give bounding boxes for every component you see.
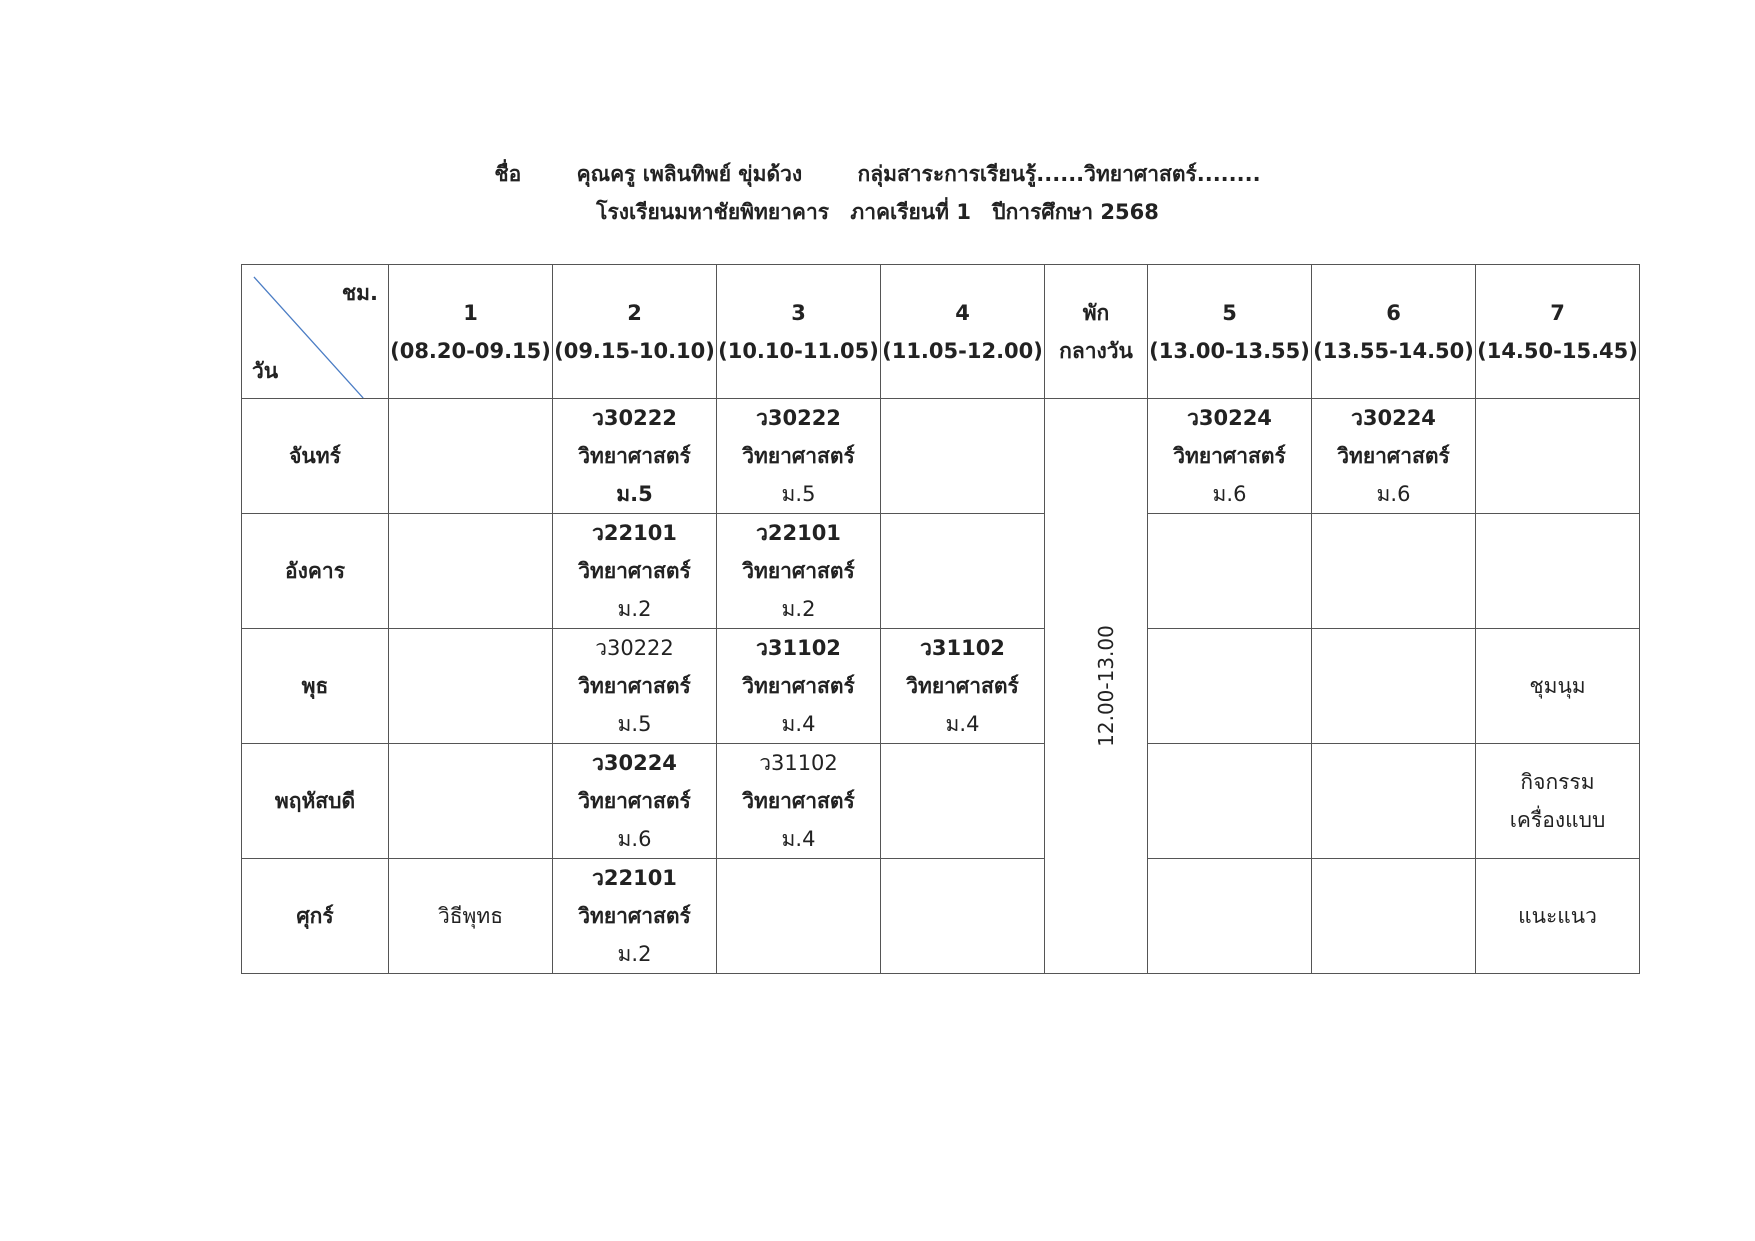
course-code: ว30224: [592, 751, 677, 775]
period-number: 5: [1222, 300, 1237, 325]
course-subject: วิทยาศาสตร์: [578, 674, 691, 698]
timetable-cell: [717, 744, 881, 859]
period-header-4: [881, 265, 1045, 399]
course-grade: ม.6: [617, 827, 652, 851]
period-header-7: [1476, 265, 1640, 399]
timetable-cell: [717, 629, 881, 744]
activity-label: วิธีพุทธ: [437, 904, 504, 928]
timetable-cell: [1312, 399, 1476, 514]
period-number: 7: [1550, 300, 1565, 325]
timetable-cell: [389, 514, 553, 629]
course-code: ว22101: [592, 866, 677, 890]
course-code: ว31102: [759, 751, 838, 775]
course-subject: วิทยาศาสตร์: [578, 559, 691, 583]
course-subject: วิทยาศาสตร์: [1173, 444, 1286, 468]
header-line-1: [0, 158, 1755, 191]
timetable-cell: [717, 514, 881, 629]
period-number: 6: [1386, 300, 1401, 325]
course-code: ว31102: [920, 636, 1005, 660]
break-sublabel: กลางวัน: [1059, 338, 1133, 363]
timetable-cell: [1148, 399, 1312, 514]
lunch-break-header: [1045, 265, 1148, 399]
timetable-cell: [1312, 629, 1476, 744]
course-code: ว31102: [756, 636, 841, 660]
timetable-cell: [553, 859, 717, 974]
course-grade: ม.2: [617, 942, 652, 966]
timetable-cell: [553, 399, 717, 514]
timetable-cell: [1312, 859, 1476, 974]
header-row: [242, 265, 1640, 399]
course-code: ว30222: [756, 406, 841, 430]
timetable-cell: [389, 629, 553, 744]
corner-day-label: วัน: [252, 359, 279, 383]
course-grade: ม.4: [781, 827, 816, 851]
timetable-cell: [1476, 744, 1640, 859]
timetable-cell: [1476, 514, 1640, 629]
course-grade: ม.5: [617, 712, 652, 736]
break-label: พัก: [1082, 300, 1110, 325]
course-subject: วิทยาศาสตร์: [906, 674, 1019, 698]
course-subject: วิทยาศาสตร์: [742, 789, 855, 813]
name-label: ชื่อ: [494, 162, 522, 186]
course-subject: วิทยาศาสตร์: [578, 789, 691, 813]
course-code: ว22101: [756, 521, 841, 545]
corner-cell: [242, 265, 389, 399]
semester: ภาคเรียนที่ 1: [850, 200, 971, 224]
timetable-cell: [389, 399, 553, 514]
timetable-cell: [1148, 514, 1312, 629]
day-label: ศุกร์: [242, 859, 389, 974]
timetable-cell: [881, 859, 1045, 974]
period-header-6: [1312, 265, 1476, 399]
day-row-friday: [242, 859, 1640, 974]
day-row-wednesday: [242, 629, 1640, 744]
course-subject: วิทยาศาสตร์: [742, 444, 855, 468]
period-time: (10.10-11.05): [718, 338, 879, 363]
period-number: 4: [955, 300, 970, 325]
course-subject: วิทยาศาสตร์: [578, 444, 691, 468]
timetable-cell: [1312, 744, 1476, 859]
period-time: (09.15-10.10): [554, 338, 715, 363]
activity-label: กิจกรรม: [1520, 770, 1595, 794]
course-subject: วิทยาศาสตร์: [578, 904, 691, 928]
lunch-break-cell: [1045, 399, 1148, 974]
period-number: 2: [627, 300, 642, 325]
timetable-cell: [389, 744, 553, 859]
course-code: ว30222: [595, 636, 674, 660]
timetable-cell: [553, 514, 717, 629]
day-label: อังคาร: [242, 514, 389, 629]
lunch-break-time: 12.00-13.00: [1093, 625, 1118, 747]
day-row-thursday: [242, 744, 1640, 859]
period-header-3: [717, 265, 881, 399]
subject-group: กลุ่มสาระการเรียนรู้......วิทยาศาสตร์........: [857, 162, 1261, 186]
course-subject: วิทยาศาสตร์: [742, 674, 855, 698]
timetable-cell: [1312, 514, 1476, 629]
course-grade: ม.6: [1212, 482, 1247, 506]
course-grade: ม.2: [781, 597, 816, 621]
school-name: โรงเรียนมหาชัยพิทยาคาร: [596, 200, 830, 224]
period-header-1: [389, 265, 553, 399]
course-subject: วิทยาศาสตร์: [742, 559, 855, 583]
timetable-cell: [553, 629, 717, 744]
activity-label: เครื่องแบบ: [1509, 808, 1606, 832]
timetable-cell: [553, 744, 717, 859]
day-label: จันทร์: [242, 399, 389, 514]
timetable-cell: [881, 514, 1045, 629]
activity-label: ชุมนุม: [1529, 674, 1586, 698]
course-code: ว30224: [1351, 406, 1436, 430]
timetable-cell: [1148, 629, 1312, 744]
course-grade: ม.6: [1376, 482, 1411, 506]
course-subject: วิทยาศาสตร์: [1337, 444, 1450, 468]
period-time: (08.20-09.15): [390, 338, 551, 363]
day-label: พฤหัสบดี: [242, 744, 389, 859]
course-grade: ม.4: [945, 712, 980, 736]
period-number: 1: [463, 300, 478, 325]
teacher-name: คุณครู เพลินทิพย์ ขุ่มด้วง: [576, 162, 803, 186]
header-line-2: [0, 196, 1755, 229]
timetable-cell: [717, 859, 881, 974]
course-grade: ม.2: [617, 597, 652, 621]
course-code: ว30222: [592, 406, 677, 430]
period-time: (11.05-12.00): [882, 338, 1043, 363]
academic-year: ปีการศึกษา 2568: [992, 200, 1159, 224]
timetable-cell: [881, 399, 1045, 514]
timetable-cell: [1148, 744, 1312, 859]
day-row-tuesday: [242, 514, 1640, 629]
day-label: พุธ: [242, 629, 389, 744]
course-grade: ม.5: [781, 482, 816, 506]
period-header-5: [1148, 265, 1312, 399]
period-time: (14.50-15.45): [1477, 338, 1638, 363]
corner-hours-label: ชม.: [341, 281, 378, 305]
timetable: [241, 264, 1640, 974]
timetable-cell: [1476, 399, 1640, 514]
course-code: ว22101: [592, 521, 677, 545]
timetable-cell: [881, 629, 1045, 744]
timetable-cell: [1148, 859, 1312, 974]
timetable-cell: [1476, 859, 1640, 974]
course-grade: ม.4: [781, 712, 816, 736]
period-time: (13.55-14.50): [1313, 338, 1474, 363]
timetable-cell: [1476, 629, 1640, 744]
activity-label: แนะแนว: [1518, 904, 1597, 928]
course-grade: ม.5: [616, 482, 653, 506]
course-code: ว30224: [1187, 406, 1272, 430]
timetable-cell: [717, 399, 881, 514]
timetable-cell: [881, 744, 1045, 859]
timetable-cell: [389, 859, 553, 974]
period-header-2: [553, 265, 717, 399]
period-number: 3: [791, 300, 806, 325]
period-time: (13.00-13.55): [1149, 338, 1310, 363]
day-row-monday: [242, 399, 1640, 514]
